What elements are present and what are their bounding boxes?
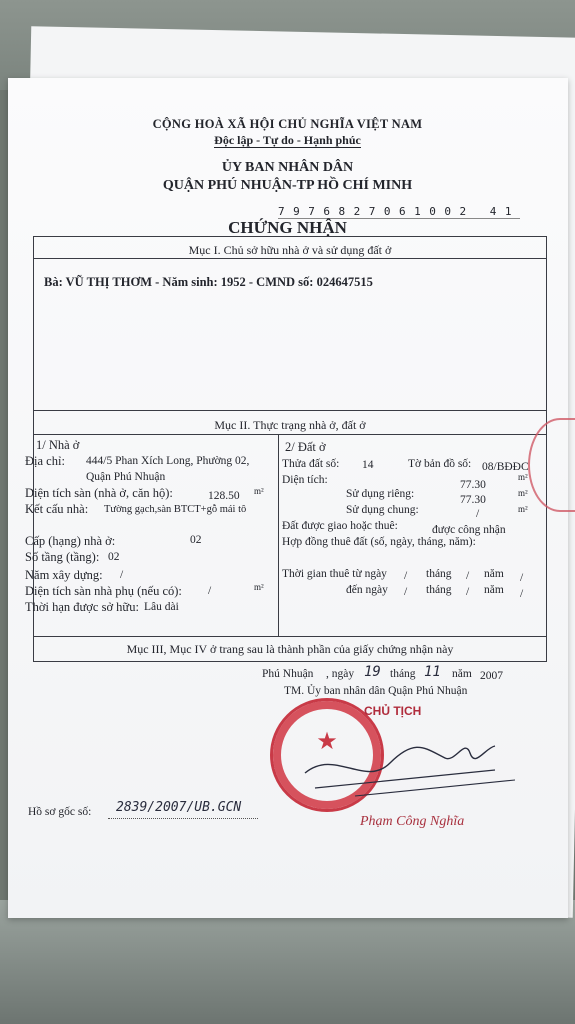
floors-value: 02 bbox=[108, 551, 120, 563]
common-use-label: Sử dụng chung: bbox=[346, 504, 419, 516]
lease-from-label: Thời gian thuê từ ngày bbox=[282, 568, 387, 580]
lease-from-year: / bbox=[520, 572, 524, 584]
structure-value: Tường gạch,sàn BTCT+gỗ mái tô bbox=[104, 504, 247, 515]
land-area-value: 77.30 bbox=[460, 479, 486, 491]
motto-text: Độc lập - Tự do - Hạnh phúc bbox=[214, 133, 361, 147]
structure-label: Kết cấu nhà: bbox=[25, 502, 89, 516]
file-number-line bbox=[108, 818, 258, 819]
file-number-value: 2839/2007/UB.GCN bbox=[116, 800, 242, 815]
issuer: ỦY BAN NHÂN DÂN bbox=[221, 160, 354, 175]
land-area-label: Diện tích: bbox=[282, 474, 328, 486]
divider-section2-top bbox=[33, 410, 547, 411]
on-behalf: TM. Ủy ban nhân dân Quận Phú Nhuận bbox=[284, 685, 468, 697]
lease-to-month-label: tháng bbox=[426, 584, 452, 596]
address-line1: 444/5 Phan Xích Long, Phường 02, bbox=[86, 455, 250, 467]
divider-footer bbox=[33, 636, 547, 637]
address-line2: Quận Phú Nhuận bbox=[86, 471, 166, 483]
allocation-label: Đất được giao hoặc thuê: bbox=[282, 520, 398, 532]
term-value: Lâu dài bbox=[144, 601, 179, 613]
private-use-unit: m² bbox=[518, 488, 528, 498]
house-title: 1/ Nhà ở bbox=[36, 438, 80, 452]
lease-from-month: / bbox=[466, 570, 470, 582]
floor-area-unit: m² bbox=[254, 486, 264, 496]
common-use-value: / bbox=[476, 508, 480, 520]
signing-place: Phú Nhuận bbox=[262, 668, 314, 680]
lease-from-year-label: năm bbox=[484, 568, 504, 580]
floor-area-label: Diện tích sàn (nhà ở, căn hộ): bbox=[25, 486, 173, 500]
lease-to-month: / bbox=[466, 586, 470, 598]
map-value: 08/BĐĐC bbox=[482, 461, 529, 473]
signing-month-label: tháng bbox=[390, 668, 416, 680]
signing-day: 19 bbox=[364, 664, 381, 680]
signing-month: 11 bbox=[424, 664, 441, 680]
divider-section1 bbox=[33, 258, 547, 259]
serial-number: 7976827061002 41 bbox=[278, 205, 520, 218]
background-bottom bbox=[0, 900, 575, 1024]
lease-contract-label: Hợp đồng thuê đất (số, ngày, tháng, năm): bbox=[282, 536, 476, 548]
lease-from-day: / bbox=[404, 570, 408, 582]
signature-scribble bbox=[295, 718, 515, 808]
built-year-value: / bbox=[120, 569, 124, 581]
aux-area-value: / bbox=[208, 585, 212, 597]
signer-title: CHỦ TỊCH bbox=[364, 704, 422, 718]
address-label: Địa chỉ: bbox=[25, 454, 65, 468]
owner-line: Bà: VŨ THỊ THƠM - Năm sinh: 1952 - CMND số: 024647515 bbox=[44, 275, 373, 289]
divider-section2-head bbox=[33, 434, 547, 435]
lease-to-day: / bbox=[404, 586, 408, 598]
grade-value: 02 bbox=[190, 534, 202, 546]
signing-day-label: , ngày bbox=[326, 668, 355, 680]
document-title: CHỨNG NHẬN bbox=[228, 218, 347, 237]
aux-area-label: Diện tích sàn nhà phụ (nếu có): bbox=[25, 584, 182, 598]
common-use-unit: m² bbox=[518, 504, 528, 514]
star-icon: ★ bbox=[316, 727, 338, 755]
issuer-area: QUẬN PHÚ NHUẬN-TP HỒ CHÍ MINH bbox=[162, 178, 413, 193]
grade-label: Cấp (hạng) nhà ở: bbox=[25, 534, 116, 548]
private-use-value: 77.30 bbox=[460, 494, 486, 506]
term-label: Thời hạn được sở hữu: bbox=[25, 600, 139, 614]
lease-to-year-label: năm bbox=[484, 584, 504, 596]
private-use-label: Sử dụng riêng: bbox=[346, 488, 415, 500]
floor-area-value: 128.50 bbox=[208, 490, 240, 502]
section1-heading: Mục I. Chủ sở hữu nhà ở và sử dụng đất ở bbox=[188, 243, 392, 257]
column-divider bbox=[278, 434, 279, 636]
land-title: 2/ Đất ở bbox=[285, 440, 326, 454]
allocation-value: được công nhận bbox=[432, 524, 506, 536]
lease-to-year: / bbox=[520, 588, 524, 600]
parcel-label: Thửa đất số: bbox=[282, 458, 340, 470]
lease-from-month-label: tháng bbox=[426, 568, 452, 580]
aux-area-unit: m² bbox=[254, 582, 264, 592]
parcel-value: 14 bbox=[362, 459, 374, 471]
national-title: CỘNG HOÀ XÃ HỘI CHỦ NGHĨA VIỆT NAM bbox=[152, 117, 423, 131]
signer-name: Phạm Công Nghĩa bbox=[360, 814, 465, 829]
footer-note: Mục III, Mục IV ở trang sau là thành phần của giấy chứng nhận này bbox=[126, 642, 454, 656]
land-area-unit: m² bbox=[518, 472, 528, 482]
section2-heading: Mục II. Thực trạng nhà ở, đất ở bbox=[214, 418, 366, 432]
map-label: Tờ bản đồ số: bbox=[408, 458, 472, 470]
signing-year-label: năm bbox=[452, 668, 472, 680]
built-year-label: Năm xây dựng: bbox=[25, 568, 103, 582]
lease-to-label: đến ngày bbox=[346, 584, 388, 596]
signing-year: 2007 bbox=[480, 670, 503, 682]
floors-label: Số tầng (tầng): bbox=[25, 550, 100, 564]
motto bbox=[0, 133, 575, 148]
file-number-label: Hồ sơ gốc số: bbox=[28, 806, 92, 818]
